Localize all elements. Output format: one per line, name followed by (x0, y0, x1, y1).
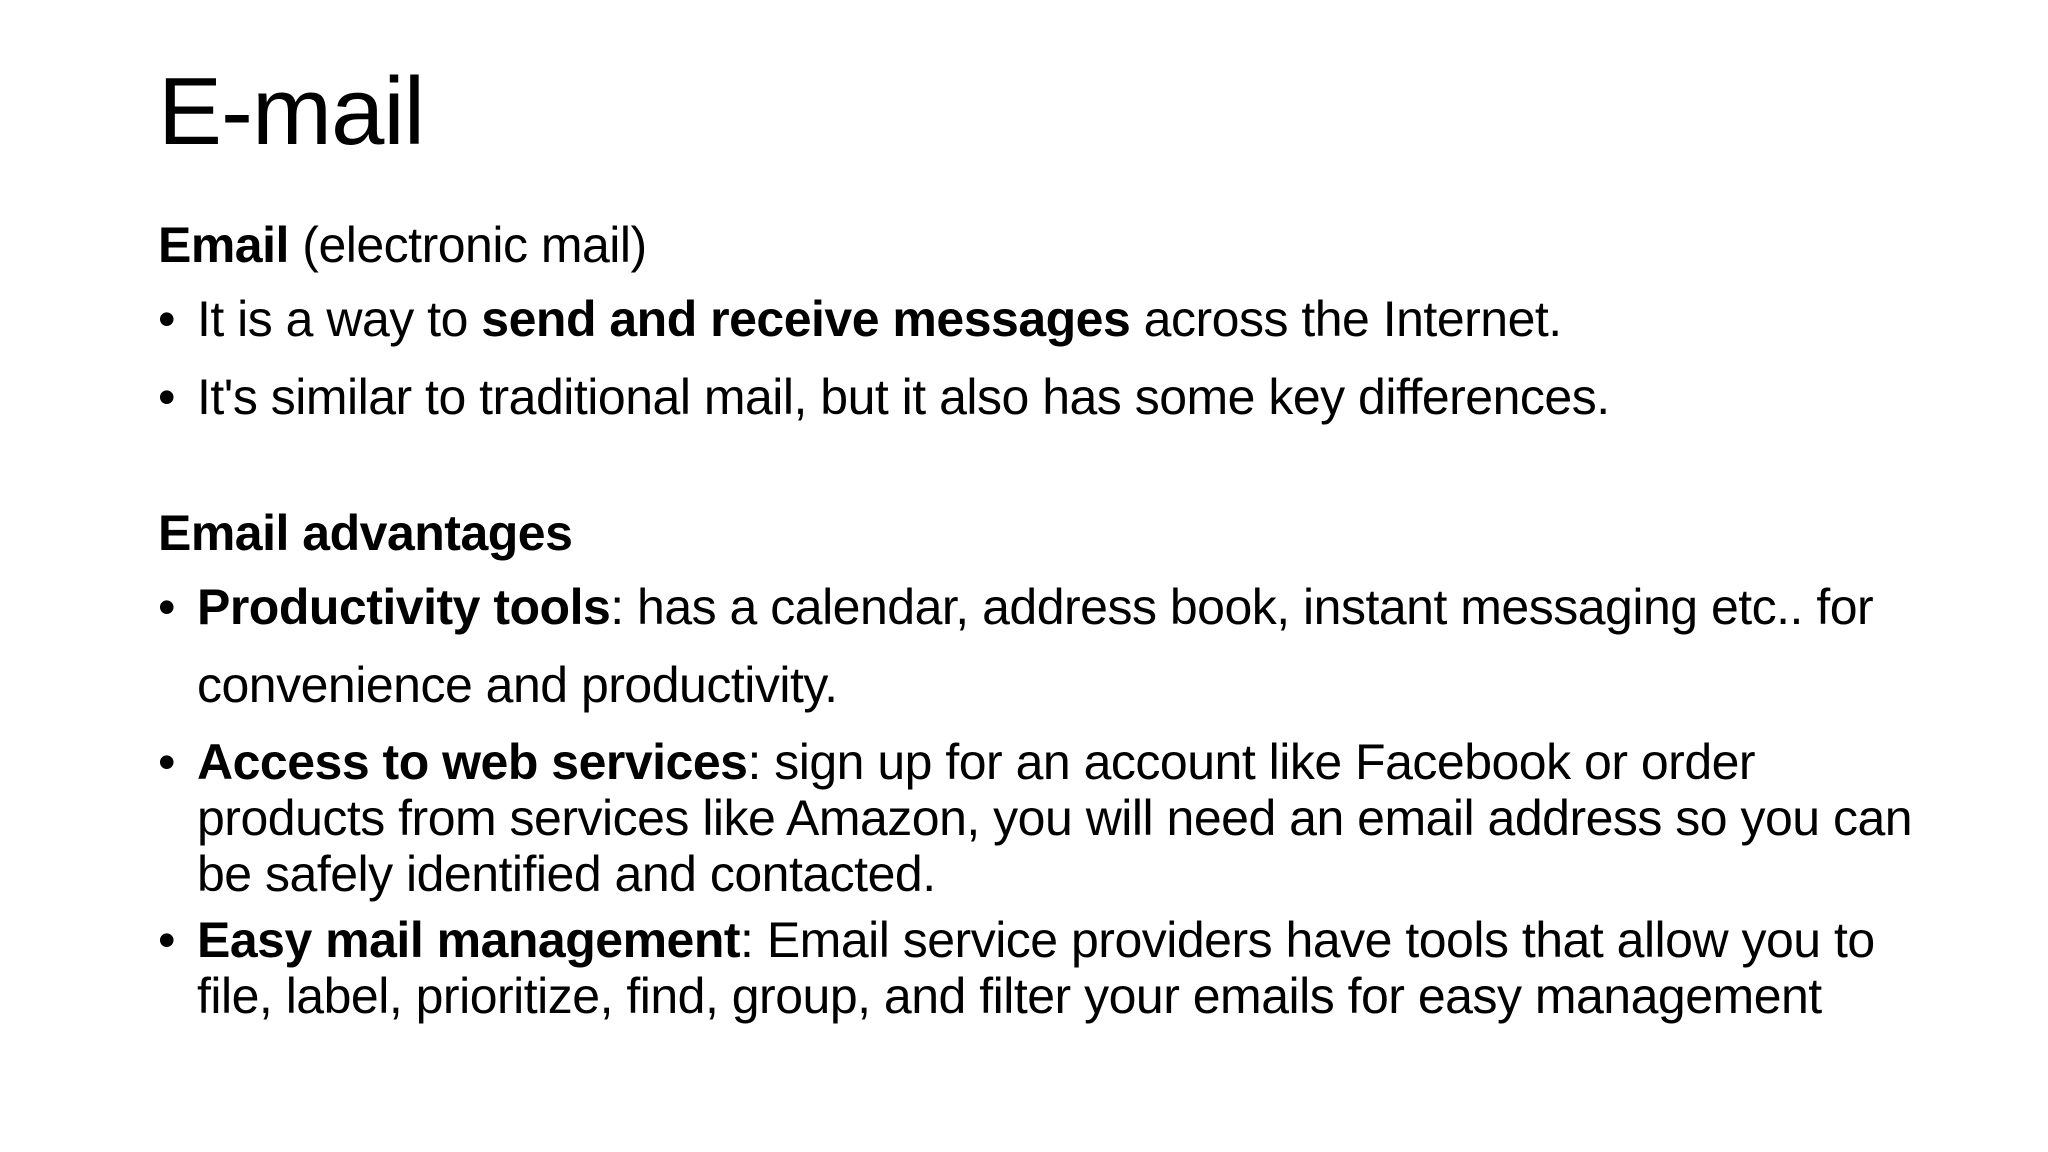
bullet-text: It's similar to traditional mail, but it also has some key differences. (197, 369, 1610, 425)
advantage-access-web-services (158, 734, 1918, 902)
bullet-text-prefix: It is a way to (197, 291, 482, 347)
email-term: Email (158, 217, 289, 273)
bullet-glyph: • (158, 369, 176, 425)
definition-bullet-2 (158, 358, 1918, 436)
bullet-glyph: • (158, 579, 176, 635)
email-term-expansion: (electronic mail) (288, 217, 647, 273)
email-definition-heading (158, 210, 1918, 280)
advantage-label: Easy mail management (197, 912, 741, 968)
bullet-glyph: • (158, 734, 176, 790)
definition-bullet-1 (158, 280, 1918, 358)
bullet-glyph: • (158, 291, 176, 347)
advantage-text: : sign up for an account like Facebook or order products from services like Amazon, you will need an email address so you can be safely identified and contacted. (197, 734, 1913, 902)
section-spacer (158, 436, 1918, 498)
advantages-heading-text: Email advantages (158, 505, 573, 561)
advantage-label: Access to web services (197, 734, 748, 790)
advantages-heading (158, 498, 1918, 568)
bullet-glyph: • (158, 912, 176, 968)
advantage-text: : has a calendar, address book, instant messaging etc.. for convenience and productivity. (197, 579, 1874, 713)
bullet-text-suffix: across the Internet. (1130, 291, 1562, 347)
bullet-text-bold: send and receive messages (481, 291, 1131, 347)
advantage-label: Productivity tools (197, 579, 611, 635)
advantage-productivity-tools (158, 568, 1918, 724)
advantage-easy-mail-management (158, 912, 1918, 1024)
advantage-text: : Email service providers have tools that allow you to file, label, prioritize, find, group, and filter your emails for easy management (197, 912, 1875, 1024)
slide-title: E-mail (158, 58, 425, 165)
slide-body (158, 210, 1918, 1024)
